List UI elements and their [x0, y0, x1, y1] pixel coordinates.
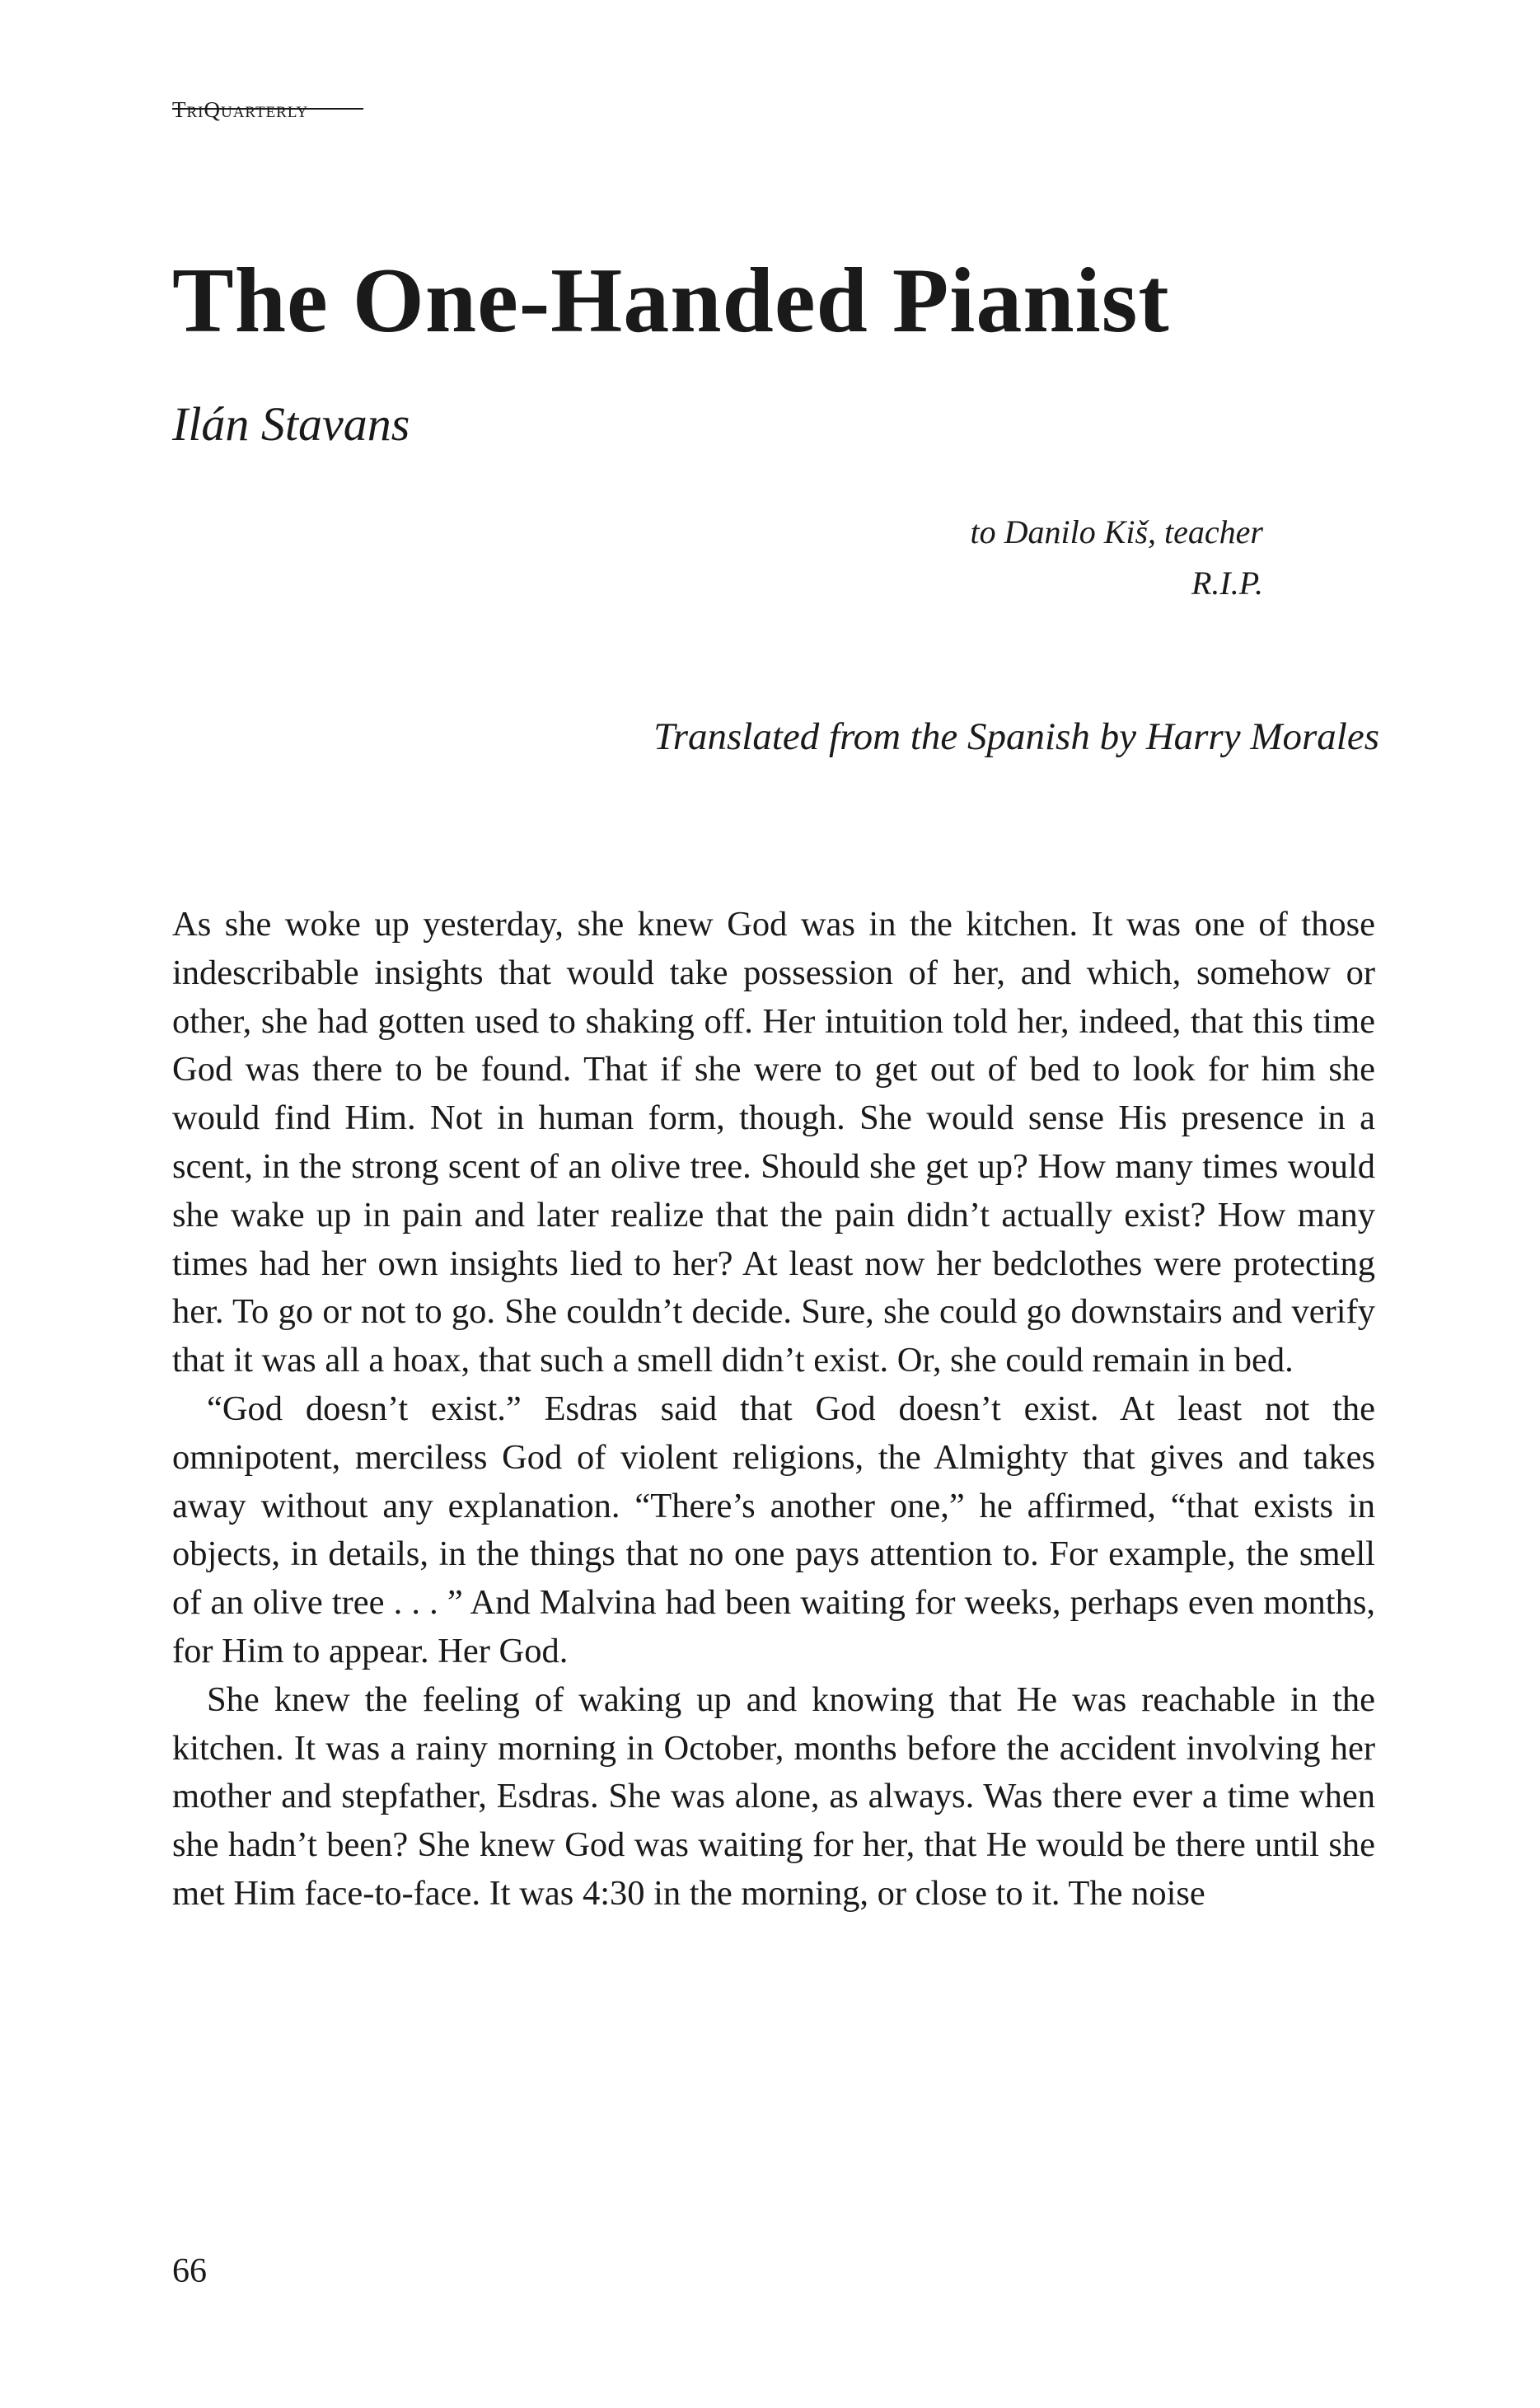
- translator-credit: Translated from the Spanish by Harry Morales: [653, 715, 1379, 758]
- dedication-line: to Danilo Kiš, teacher: [970, 513, 1263, 550]
- paragraph: “God doesn’t exist.” Esdras said that God doesn’t exist. At least not the omnipotent, merciless God of violent religions, the Almighty that gives and takes away without any explanation. “There’s another one,” he affirmed, “that exists in objects, in details, in the things that no one pays attention to. For example, the smell of an olive tree . . . ” And Malvina had been waiting for weeks, perhaps even months, for Him to appear. Her God.: [172, 1389, 1375, 1670]
- paragraph: She knew the feeling of waking up and knowing that He was reachable in the kitchen. It was a rainy morning in October, months before the accident involving her mother and stepfather, Esdras. She was alone, as always. Was there ever a time when she hadn’t been? She knew God was waiting for her, that He would be there until she met Him face-to-face. It was 4:30 in the morning, or close to it. The noise: [172, 1680, 1375, 1913]
- article-title: The One-Handed Pianist: [172, 250, 1170, 352]
- dedication: [970, 507, 1263, 609]
- body-text: [172, 901, 1375, 1918]
- author-name: Ilán Stavans: [172, 397, 410, 451]
- paragraph: As she woke up yesterday, she knew God was in the kitchen. It was one of those indescribable insights that would take possession of her, and which, somehow or other, she had gotten used to shaking off. Her intuition told her, indeed, that this time God was there to be found. That if she were to get out of bed to look for him she would find Him. Not in human form, though. She would sense His presence in a scent, in the strong scent of an olive tree. Should she get up? How many times would she wake up in pain and later realize that the pain didn’t actually exist? How many times had her own insights lied to her? At least now her bedclothes were protecting her. To go or not to go. She couldn’t decide. Sure, she could go downstairs and verify that it was all a hoax, that such a smell didn’t exist. Or, she could remain in bed.: [172, 905, 1375, 1380]
- page-number: 66: [172, 2252, 207, 2290]
- dedication-rip: R.I.P.: [1191, 565, 1263, 602]
- journal-name: TriQuarterly: [172, 97, 309, 122]
